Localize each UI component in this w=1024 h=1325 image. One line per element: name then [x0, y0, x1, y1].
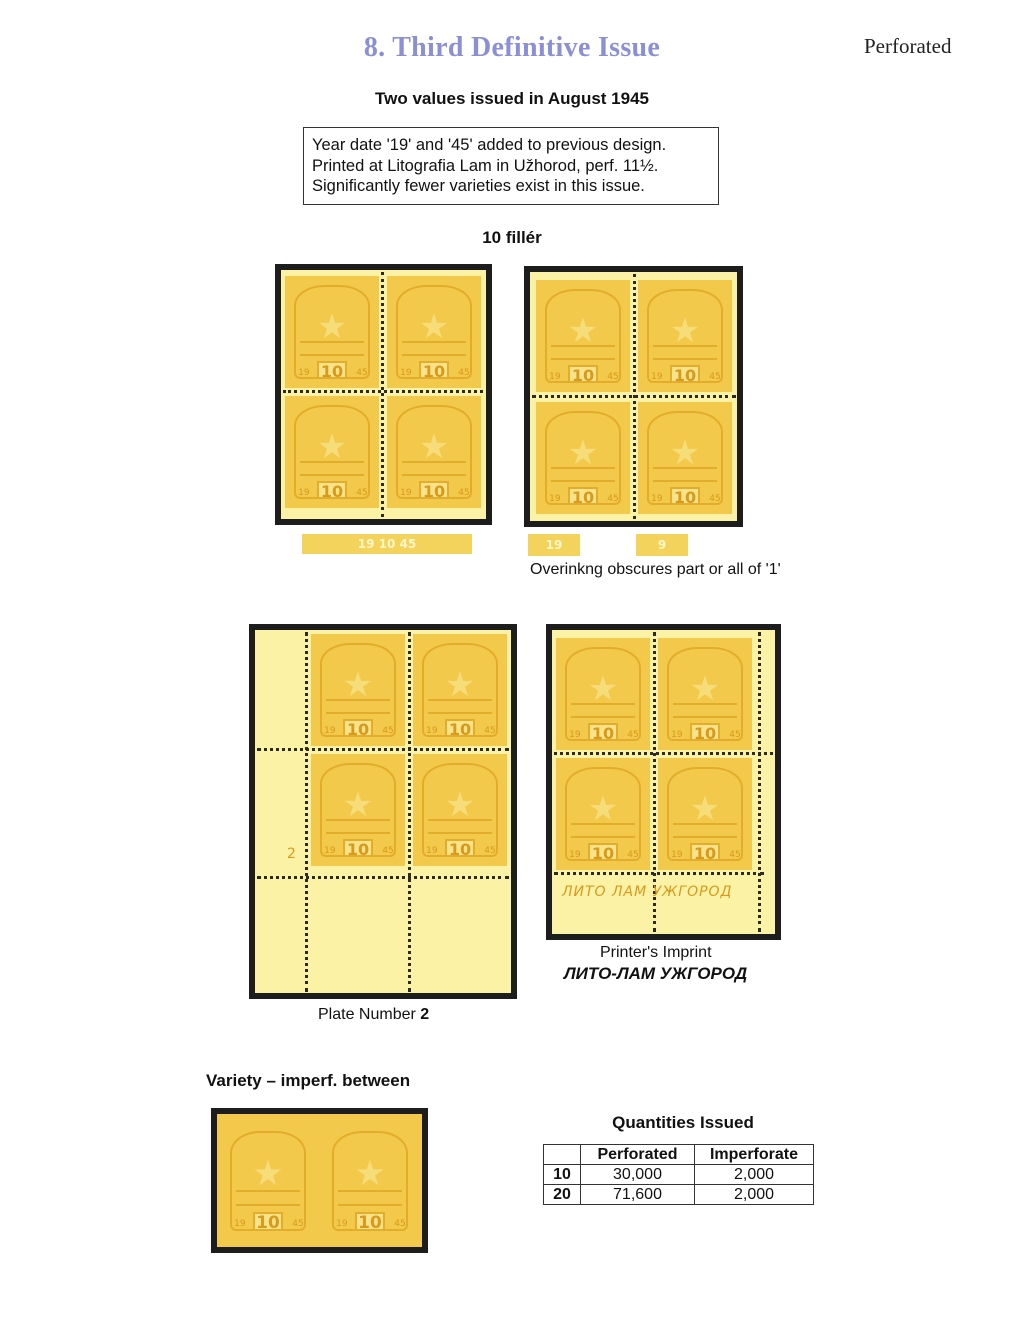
stamp-banner — [571, 823, 635, 838]
star-icon: ★ — [342, 664, 374, 705]
table-row — [544, 1165, 814, 1185]
stamp-banner — [551, 467, 615, 482]
stamp-year-right: 45 — [484, 845, 496, 856]
stamp-year-right: 45 — [382, 725, 394, 736]
stamp-year-left: 19 — [569, 849, 581, 860]
stamp — [556, 758, 650, 870]
stamp-year-right: 45 — [729, 849, 741, 860]
stamp-year-left: 19 — [336, 1218, 348, 1229]
stamp-value: 10 — [419, 481, 449, 499]
stamp-year-right: 45 — [458, 487, 470, 498]
printer-imprint-block — [546, 624, 781, 940]
stamp-year-right: 45 — [627, 729, 639, 740]
star-icon: ★ — [669, 310, 701, 351]
stamp-block-1 — [275, 264, 492, 525]
printer-imprint-text: ЛИТО-ЛАМ УЖГОРОД — [564, 964, 748, 983]
plate-number-caption — [318, 1006, 429, 1024]
star-icon: ★ — [689, 788, 721, 829]
perforation-column — [633, 274, 636, 519]
star-icon: ★ — [689, 668, 721, 709]
perforation-row — [257, 748, 509, 751]
table-header-row — [544, 1145, 814, 1165]
stamp-year-right: 45 — [394, 1218, 406, 1229]
stamp — [221, 1122, 315, 1240]
stamp-year-right: 45 — [356, 487, 368, 498]
stamp — [638, 402, 732, 514]
perforation-row — [554, 872, 764, 875]
stamp-year-left: 19 — [234, 1218, 246, 1229]
stamp-year-right: 45 — [709, 493, 721, 504]
info-line: Printed at Litografia Lam in Užhorod, perf. 11½. — [312, 156, 659, 175]
stamp-value: 10 — [588, 843, 618, 861]
stamp-value: 10 — [690, 723, 720, 741]
table-cell: 2,000 — [695, 1185, 814, 1205]
stamp-year-right: 45 — [607, 371, 619, 382]
overink-detail-3 — [636, 534, 688, 556]
stamp-value: 10 — [419, 361, 449, 379]
perforation-column — [758, 632, 761, 932]
stamp-value: 10 — [317, 361, 347, 379]
stamp-banner — [673, 823, 737, 838]
stamp-value: 10 — [445, 719, 475, 737]
stamp — [536, 280, 630, 392]
stamp-value: 10 — [568, 487, 598, 505]
imperf-between-pair — [211, 1108, 428, 1253]
star-icon: ★ — [316, 426, 348, 467]
stamp-banner — [402, 341, 466, 356]
overink-detail-text: 9 — [657, 538, 667, 552]
stamp-value: 10 — [253, 1212, 283, 1231]
stamp-block-2 — [524, 266, 743, 527]
star-icon: ★ — [567, 310, 599, 351]
overink-detail-text: 19 10 45 — [357, 537, 417, 551]
star-icon: ★ — [342, 784, 374, 825]
star-icon: ★ — [316, 306, 348, 347]
stamp-year-right: 45 — [382, 845, 394, 856]
stamp-value: 10 — [568, 365, 598, 383]
stamp-year-left: 19 — [651, 493, 663, 504]
stamp-banner — [428, 819, 492, 834]
plate-number-block — [249, 624, 517, 999]
table-cell: 10 — [544, 1165, 581, 1185]
stamp-year-left: 19 — [400, 367, 412, 378]
table-row — [544, 1185, 814, 1205]
value-heading: 10 fillér — [482, 228, 542, 247]
perforation-column — [305, 632, 308, 992]
stamp — [658, 758, 752, 870]
stamp-year-left: 19 — [671, 849, 683, 860]
overink-detail-1 — [302, 534, 472, 554]
overinking-caption: Overinkng obscures part or all of '1' — [530, 561, 781, 578]
stamp-banner — [673, 703, 737, 718]
star-icon: ★ — [587, 788, 619, 829]
stamp-year-left: 19 — [569, 729, 581, 740]
stamp-year-right: 45 — [356, 367, 368, 378]
imprint-in-margin: ЛИТО ЛАМ УЖГОРОД — [562, 884, 733, 900]
stamp-year-left: 19 — [426, 725, 438, 736]
stamp-year-left: 19 — [426, 845, 438, 856]
stamp-year-left: 19 — [324, 725, 336, 736]
stamp — [413, 634, 507, 746]
stamp-value: 10 — [670, 487, 700, 505]
stamp-banner — [326, 699, 390, 714]
stamp-banner — [300, 341, 364, 356]
star-icon: ★ — [418, 306, 450, 347]
stamp — [413, 754, 507, 866]
stamp — [311, 754, 405, 866]
stamp-year-left: 19 — [671, 729, 683, 740]
stamp-year-right: 45 — [292, 1218, 304, 1229]
plate-number-label: Plate Number — [318, 1006, 416, 1023]
star-icon: ★ — [418, 426, 450, 467]
stamp-banner — [300, 461, 364, 476]
stamp-banner — [653, 345, 717, 360]
table-cell: 2,000 — [695, 1165, 814, 1185]
info-line: Year date '19' and '45' added to previous design. — [312, 136, 667, 154]
stamp-value: 10 — [343, 839, 373, 857]
stamp-year-left: 19 — [324, 845, 336, 856]
perforated-label: Perforated — [864, 34, 952, 58]
stamp — [556, 638, 650, 750]
stamp — [285, 276, 379, 388]
stamp-year-left: 19 — [298, 487, 310, 498]
stamp-value: 10 — [343, 719, 373, 737]
stamp-year-right: 45 — [627, 849, 639, 860]
stamp-year-right: 45 — [607, 493, 619, 504]
quantities-heading: Quantities Issued — [612, 1113, 754, 1132]
quantities-table — [543, 1144, 814, 1205]
stamp-banner — [653, 467, 717, 482]
table-cell: 30,000 — [581, 1165, 695, 1185]
stamp-banner — [571, 703, 635, 718]
stamp — [311, 634, 405, 746]
stamp-year-right: 45 — [709, 371, 721, 382]
variety-heading: Variety – imperf. between — [206, 1071, 411, 1090]
stamp-value: 10 — [355, 1212, 385, 1231]
stamp-banner — [338, 1190, 402, 1206]
page-title: 8. Third Definitive Issue — [363, 32, 661, 63]
issue-subtitle: Two values issued in August 1945 — [375, 89, 649, 108]
stamp-year-right: 45 — [458, 367, 470, 378]
stamp — [658, 638, 752, 750]
perforation-row — [554, 752, 773, 755]
star-icon: ★ — [669, 432, 701, 473]
stamp-year-right: 45 — [729, 729, 741, 740]
stamp — [285, 396, 379, 508]
stamp-banner — [551, 345, 615, 360]
printer-imprint-label: Printer's Imprint — [600, 944, 712, 961]
info-box — [303, 127, 719, 205]
stamp — [387, 276, 481, 388]
overink-detail-2 — [528, 534, 580, 556]
stamp-value: 10 — [588, 723, 618, 741]
stamp-year-left: 19 — [651, 371, 663, 382]
stamp-banner — [402, 461, 466, 476]
stamp-year-left: 19 — [400, 487, 412, 498]
stamp-banner — [428, 699, 492, 714]
star-icon: ★ — [252, 1154, 284, 1195]
star-icon: ★ — [567, 432, 599, 473]
stamp-year-left: 19 — [549, 493, 561, 504]
table-header: Perforated — [581, 1145, 695, 1165]
stamp-banner — [236, 1190, 300, 1206]
perforation-column — [408, 632, 411, 992]
star-icon: ★ — [587, 668, 619, 709]
star-icon: ★ — [444, 784, 476, 825]
info-line: Significantly fewer varieties exist in this issue. — [312, 177, 645, 195]
stamp-value: 10 — [690, 843, 720, 861]
stamp — [536, 402, 630, 514]
stamp-value: 10 — [670, 365, 700, 383]
stamp — [387, 396, 481, 508]
table-header — [544, 1145, 581, 1165]
perforation-column — [381, 272, 384, 517]
stamp-value: 10 — [445, 839, 475, 857]
stamp-banner — [326, 819, 390, 834]
table-cell: 71,600 — [581, 1185, 695, 1205]
stamp-year-left: 19 — [549, 371, 561, 382]
stamp-year-right: 45 — [484, 725, 496, 736]
star-icon: ★ — [354, 1154, 386, 1195]
perforation-row — [257, 876, 509, 879]
stamp-value: 10 — [317, 481, 347, 499]
stamp — [323, 1122, 417, 1240]
stamp-year-left: 19 — [298, 367, 310, 378]
table-header: Imperforate — [695, 1145, 814, 1165]
stamp — [638, 280, 732, 392]
table-cell: 20 — [544, 1185, 581, 1205]
plate-margin-number: 2 — [287, 846, 296, 862]
plate-number-value: 2 — [420, 1006, 430, 1023]
overink-detail-text: 19 — [545, 538, 563, 552]
star-icon: ★ — [444, 664, 476, 705]
